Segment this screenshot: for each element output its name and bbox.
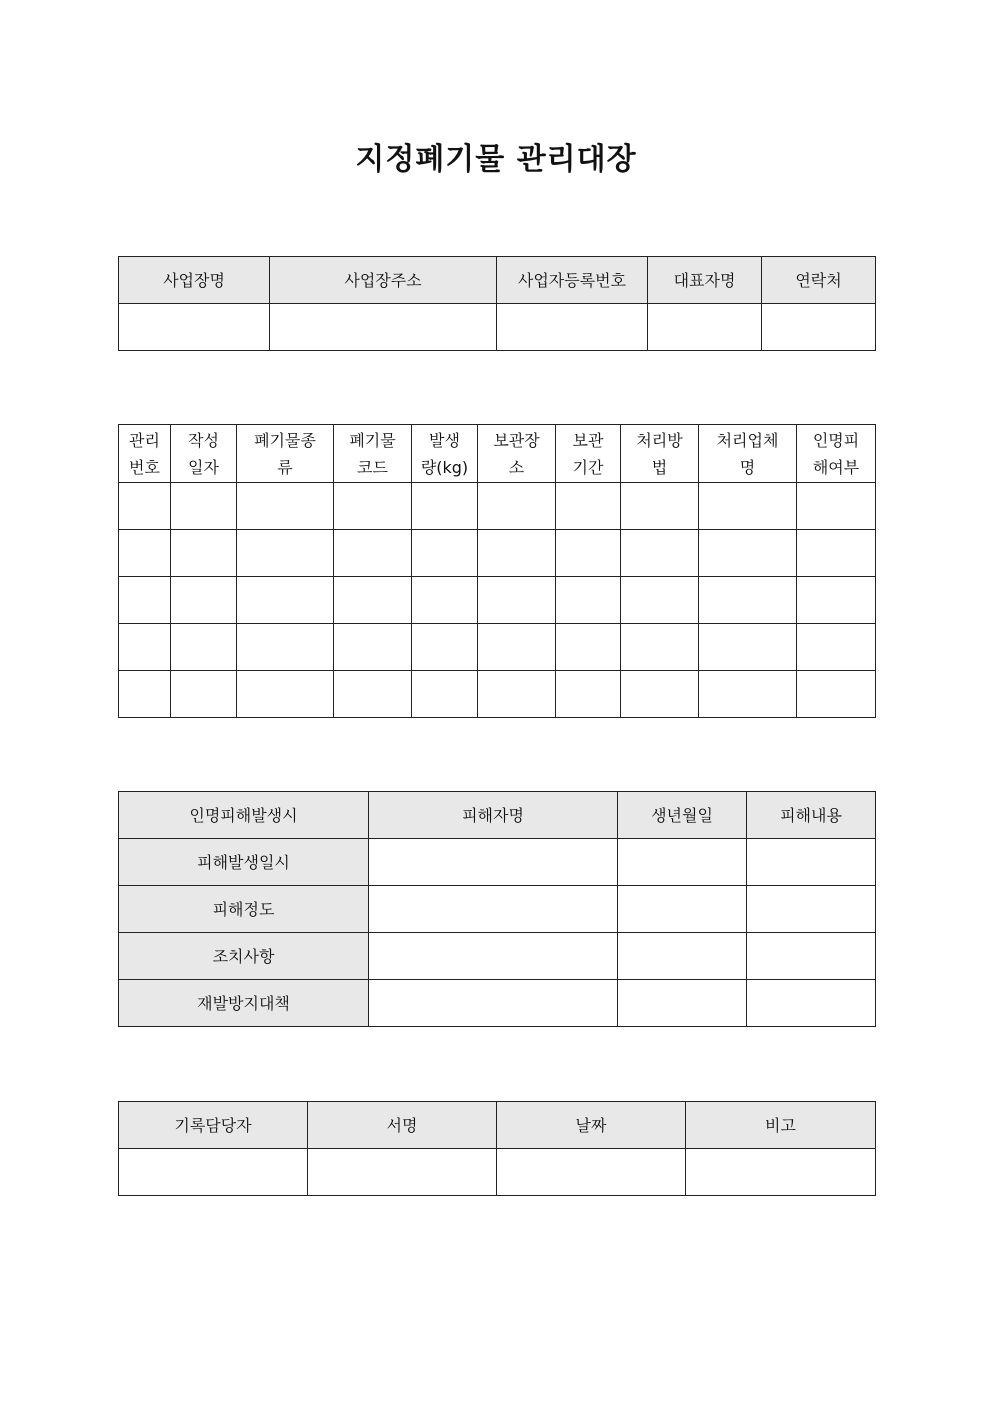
header-injury-status: 인명피 해여부 [797, 425, 876, 483]
table-cell[interactable] [699, 577, 797, 624]
header-storage-period: 보관 기간 [556, 425, 621, 483]
table-cell[interactable] [621, 671, 699, 718]
table-cell[interactable] [119, 530, 171, 577]
header-birth-date: 생년월일 [618, 792, 747, 839]
table-cell[interactable] [621, 624, 699, 671]
header-date-written: 작성 일자 [171, 425, 237, 483]
table-cell[interactable] [797, 671, 876, 718]
table-cell[interactable] [171, 624, 237, 671]
table-cell[interactable] [119, 577, 171, 624]
table-cell[interactable] [797, 530, 876, 577]
table-cell[interactable] [369, 933, 618, 980]
table-cell[interactable] [334, 671, 412, 718]
table-cell[interactable] [797, 577, 876, 624]
table-cell[interactable] [237, 530, 334, 577]
header-contact: 연락처 [762, 257, 876, 304]
remarks-cell[interactable] [686, 1149, 876, 1196]
table-cell[interactable] [478, 577, 556, 624]
page-title: 지정폐기물 관리대장 [355, 142, 637, 177]
table-cell[interactable] [369, 839, 618, 886]
table-cell[interactable] [119, 483, 171, 530]
table-row [119, 1149, 876, 1196]
table-cell[interactable] [369, 886, 618, 933]
table-cell[interactable] [334, 530, 412, 577]
signature-cell[interactable] [308, 1149, 497, 1196]
header-registration-number: 사업자등록번호 [497, 257, 648, 304]
row-label-occurrence-datetime: 피해발생일시 [119, 839, 369, 886]
table-cell[interactable] [237, 671, 334, 718]
table-cell[interactable] [412, 530, 478, 577]
table-cell[interactable] [621, 530, 699, 577]
registration-number-cell[interactable] [497, 304, 648, 351]
table-cell[interactable] [478, 624, 556, 671]
table-cell[interactable] [699, 671, 797, 718]
table-cell[interactable] [369, 980, 618, 1027]
header-waste-type: 폐기물종 류 [237, 425, 334, 483]
table-cell[interactable] [618, 886, 747, 933]
table-cell[interactable] [556, 671, 621, 718]
table-cell[interactable] [119, 671, 171, 718]
table-cell[interactable] [478, 671, 556, 718]
record-table [118, 1101, 876, 1196]
table-row [119, 886, 876, 933]
table-cell[interactable] [699, 483, 797, 530]
header-date: 날짜 [497, 1102, 686, 1149]
header-generated-amount: 발생 량(kg) [412, 425, 478, 483]
business-address-cell[interactable] [270, 304, 497, 351]
table-cell[interactable] [412, 577, 478, 624]
table-cell[interactable] [797, 624, 876, 671]
table-cell[interactable] [618, 839, 747, 886]
table-header-row [119, 425, 876, 483]
table-cell[interactable] [171, 483, 237, 530]
table-cell[interactable] [237, 577, 334, 624]
table-cell[interactable] [618, 980, 747, 1027]
header-business-address: 사업장주소 [270, 257, 497, 304]
table-cell[interactable] [797, 483, 876, 530]
table-cell[interactable] [412, 671, 478, 718]
table-cell[interactable] [621, 483, 699, 530]
header-injury-occurrence: 인명피해발생시 [119, 792, 369, 839]
table-cell[interactable] [334, 577, 412, 624]
table-cell[interactable] [699, 530, 797, 577]
table-row [119, 483, 876, 530]
header-waste-code: 폐기물 코드 [334, 425, 412, 483]
table-cell[interactable] [556, 577, 621, 624]
table-row [119, 933, 876, 980]
header-injury-details: 피해내용 [747, 792, 876, 839]
row-label-prevention-measures: 재발방지대책 [119, 980, 369, 1027]
table-header-row [119, 1102, 876, 1149]
table-cell[interactable] [119, 624, 171, 671]
table-row [119, 577, 876, 624]
business-name-cell[interactable] [119, 304, 270, 351]
table-cell[interactable] [412, 624, 478, 671]
table-row [119, 530, 876, 577]
table-cell[interactable] [556, 483, 621, 530]
table-header-row [119, 257, 876, 304]
table-cell[interactable] [747, 839, 876, 886]
table-cell[interactable] [478, 483, 556, 530]
table-cell[interactable] [478, 530, 556, 577]
header-business-name: 사업장명 [119, 257, 270, 304]
header-victim-name: 피해자명 [369, 792, 618, 839]
header-representative: 대표자명 [648, 257, 762, 304]
contact-cell[interactable] [762, 304, 876, 351]
table-cell[interactable] [237, 483, 334, 530]
table-cell[interactable] [621, 577, 699, 624]
representative-cell[interactable] [648, 304, 762, 351]
row-label-injury-severity: 피해정도 [119, 886, 369, 933]
table-row [119, 624, 876, 671]
table-cell[interactable] [334, 624, 412, 671]
table-cell[interactable] [171, 671, 237, 718]
table-cell[interactable] [412, 483, 478, 530]
waste-management-table [118, 424, 876, 718]
table-cell[interactable] [618, 933, 747, 980]
date-cell[interactable] [497, 1149, 686, 1196]
table-cell[interactable] [237, 624, 334, 671]
table-cell[interactable] [747, 886, 876, 933]
table-row [119, 304, 876, 351]
table-cell[interactable] [747, 980, 876, 1027]
table-cell[interactable] [334, 483, 412, 530]
table-cell[interactable] [699, 624, 797, 671]
table-cell[interactable] [747, 933, 876, 980]
header-remarks: 비고 [686, 1102, 876, 1149]
header-signature: 서명 [308, 1102, 497, 1149]
table-cell[interactable] [556, 530, 621, 577]
table-row [119, 980, 876, 1027]
row-label-actions-taken: 조치사항 [119, 933, 369, 980]
table-row [119, 671, 876, 718]
table-header-row [119, 792, 876, 839]
injury-table [118, 791, 876, 1027]
header-treatment-method: 처리방 법 [621, 425, 699, 483]
table-cell[interactable] [556, 624, 621, 671]
header-record-keeper: 기록담당자 [119, 1102, 308, 1149]
header-storage-location: 보관장 소 [478, 425, 556, 483]
header-treatment-company: 처리업체 명 [699, 425, 797, 483]
header-management-number: 관리 번호 [119, 425, 171, 483]
record-keeper-cell[interactable] [119, 1149, 308, 1196]
table-cell[interactable] [171, 530, 237, 577]
table-row [119, 839, 876, 886]
table-cell[interactable] [171, 577, 237, 624]
business-info-table [118, 256, 876, 351]
